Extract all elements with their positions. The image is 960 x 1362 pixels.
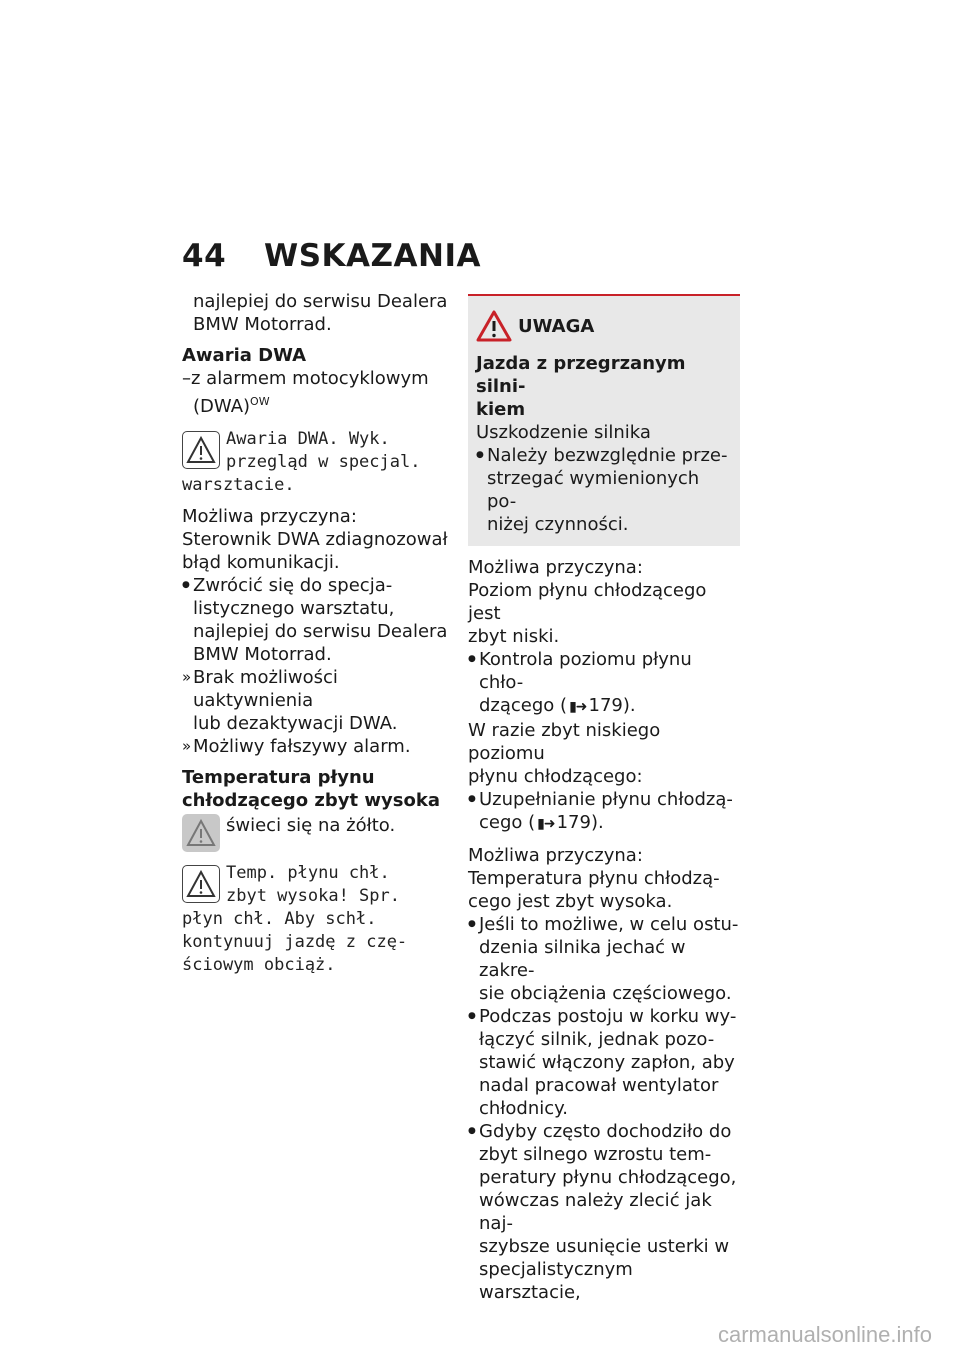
bullet-line: stawić włączony zapłon, aby (479, 1052, 735, 1073)
temp-message (182, 862, 450, 977)
result-item (182, 735, 450, 758)
message-line: kontynuuj jazdę z czę- (182, 932, 408, 952)
bullet-line: strzegać wymienionych po- (487, 468, 700, 512)
bullet-line: sie obciążenia częściowego. (479, 983, 732, 1004)
bullet-line: ● Należy bezwzględnie prze- (487, 445, 728, 466)
warning-triangle-icon (182, 814, 220, 852)
message-line: Temp. płynu chł. (226, 863, 390, 883)
bullet-line: ● Gdyby często dochodziło do (479, 1121, 732, 1142)
action-bullet (468, 1005, 740, 1120)
low-level-text: W razie zbyt niskiego poziomu (468, 720, 661, 764)
temp-heading: chłodzącego zbyt wysoka (182, 790, 440, 811)
cause-text: Sterownik DWA zdiagnozował (182, 529, 448, 550)
action-bullet (468, 913, 740, 1005)
page-title: WSKAZANIA (264, 238, 481, 274)
warning-box (468, 294, 740, 546)
dwa-heading: Awaria DWA (182, 345, 307, 366)
temp-lit-indicator (182, 814, 450, 854)
bullet-line: cego ( ▮➜ 179). (479, 812, 604, 833)
lit-text: świeci się na żółto. (226, 815, 396, 836)
action-bullet (468, 1120, 740, 1304)
dwa-sup: OW (250, 395, 270, 408)
bullet-line: ● Jeśli to możliwe, w celu ostu- (479, 914, 739, 935)
cause-label: Możliwa przyczyna: (468, 557, 643, 578)
action-bullet (468, 788, 740, 836)
low-level-text: płynu chłodzącego: (468, 766, 643, 787)
action-bullet (468, 648, 740, 719)
warning-triangle-icon (182, 865, 220, 903)
cause-label: Możliwa przyczyna: (182, 506, 357, 527)
bullet-line: niżej czynności. (487, 514, 629, 535)
bullet-line: dzącego ( ▮➜ 179). (479, 695, 636, 716)
dwa-subtitle: –z alarmem motocyklowym (182, 368, 429, 389)
left-column (182, 290, 450, 977)
right-column (468, 290, 740, 1304)
warning-label: UWAGA (518, 315, 595, 337)
warning-triangle-icon (182, 431, 220, 469)
cause-text: błąd komunikacji. (182, 552, 340, 573)
warning-consequence: Uszkodzenie silnika (476, 422, 651, 443)
page-number: 44 (182, 238, 227, 274)
bullet-line: peratury płynu chłodzącego, (479, 1167, 737, 1188)
intro-line: BMW Motorrad. (193, 314, 332, 335)
page-ref-arrow-icon: ▮➜ (537, 816, 555, 832)
message-line: płyn chł. Aby schł. (182, 909, 377, 929)
warning-title (476, 310, 732, 342)
bullet-line: listycznego warsztatu, (193, 598, 395, 619)
bullet-line: zbyt silnego wzrostu tem- (479, 1144, 712, 1165)
bullet-line: ● Podczas postoju w korku wy- (479, 1006, 737, 1027)
warning-heading: kiem (476, 399, 526, 420)
result-line: lub dezaktywacji DWA. (193, 713, 398, 734)
message-line: warsztacie. (182, 475, 295, 495)
result-line: » Brak możliwości uaktywnienia (193, 667, 338, 711)
bullet-line: najlepiej do serwisu Dealera (193, 621, 448, 642)
bullet-line: szybsze usunięcie usterki w (479, 1236, 730, 1257)
bullet-line: BMW Motorrad. (193, 644, 332, 665)
warning-triangle-icon (476, 310, 512, 342)
result-item (182, 666, 450, 735)
warning-bullet (476, 444, 732, 536)
watermark: carmanualsonline.info (717, 1322, 932, 1347)
message-line: Awaria DWA. Wyk. (226, 429, 390, 449)
bullet-line: wówczas należy zlecić jak naj- (479, 1190, 712, 1234)
result-line: » Możliwy fałszywy alarm. (193, 736, 411, 757)
message-line: zbyt wysoka! Spr. (226, 886, 400, 906)
dwa-subtitle-2: (DWA)$^{OW}$ (193, 395, 270, 417)
page-ref-arrow-icon: ▮➜ (569, 699, 587, 715)
page-header (182, 238, 481, 274)
page-ref-link[interactable]: 179 (556, 812, 591, 833)
page-ref-link[interactable]: 179 (588, 695, 623, 716)
bullet-line: nadal pracował wentylator (479, 1075, 719, 1096)
bullet-line: łączyć silnik, jednak pozo- (479, 1029, 715, 1050)
cause-text: Poziom płynu chłodzącego jest (468, 580, 707, 624)
intro-line: najlepiej do serwisu Dealera (193, 291, 448, 312)
bullet-line: ● Zwrócić się do specja- (193, 575, 393, 596)
cause-text: zbyt niski. (468, 626, 560, 647)
bullet-line: ● Uzupełnianie płynu chłodzą- (479, 789, 733, 810)
bullet-line: specjalistycznym warsztacie, (479, 1259, 633, 1303)
bullet-line: dzenia silnika jechać w zakre- (479, 937, 686, 981)
cause-text: Temperatura płynu chłodzą- (468, 868, 720, 889)
message-line: przegląd w specjal. (226, 452, 421, 472)
bullet-line: ● Kontrola poziomu płynu chło- (479, 649, 692, 693)
message-line: ściowym obciąż. (182, 955, 336, 975)
temp-heading: Temperatura płynu (182, 767, 375, 788)
warning-heading: Jazda z przegrzanym silni- (476, 353, 686, 397)
cause-label: Możliwa przyczyna: (468, 845, 643, 866)
action-bullet (182, 574, 450, 666)
dwa-message (182, 428, 450, 497)
cause-text: cego jest zbyt wysoka. (468, 891, 673, 912)
bullet-line: chłodnicy. (479, 1098, 568, 1119)
